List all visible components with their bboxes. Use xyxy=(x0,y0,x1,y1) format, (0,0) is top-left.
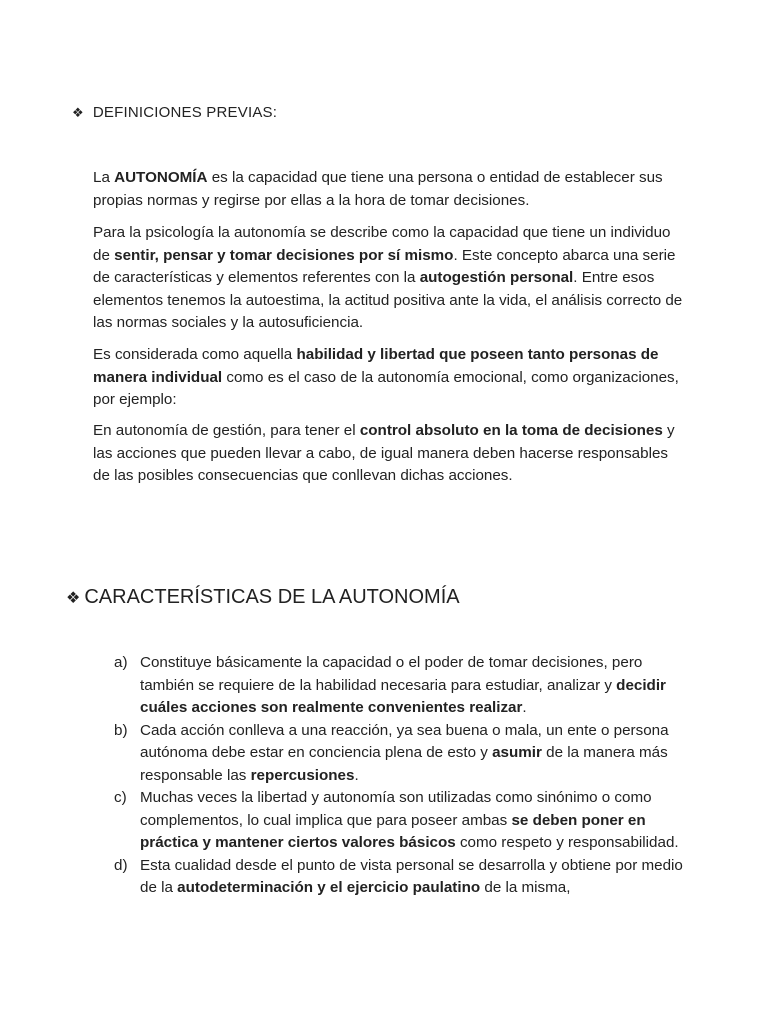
list-marker: a) xyxy=(114,654,128,671)
text-run: La xyxy=(93,169,115,186)
text-run: . xyxy=(522,699,527,716)
list-item-text xyxy=(140,787,684,855)
characteristics-list xyxy=(114,652,684,900)
text-run: Cada acción conlleva a una reacción, ya sea buena o mala, un ente o persona autónoma debe estar en conciencia plena de esto y xyxy=(140,721,669,761)
bold-term: decidir cuáles acciones son realmente convenientes realizar xyxy=(140,676,666,716)
bold-term: repercusiones xyxy=(250,766,355,784)
list-item xyxy=(114,652,684,720)
diamond-bullet-icon: ❖ xyxy=(72,104,84,120)
text-run: . Entre esos elementos tenemos la autoestima, la actitud positiva ante la vida, el análisis correcto de las normas sociales y la autosuficiencia. xyxy=(93,269,683,331)
section-title: DEFINICIONES PREVIAS: xyxy=(92,104,278,121)
text-run: Constituye básicamente la capacidad o el poder de tomar decisiones, pero también se requiere de la habilidad necesaria para estudiar, analizar y xyxy=(140,654,643,694)
list-item xyxy=(114,720,684,788)
paragraph-autonomia-definition xyxy=(93,167,683,212)
text-run: como es el caso de la autonomía emocional, como organizaciones, por ejemplo: xyxy=(93,368,679,408)
list-item xyxy=(114,855,684,900)
bold-term: se deben poner en práctica y mantener ciertos valores básicos xyxy=(140,811,646,851)
text-run: de la manera más responsable las xyxy=(140,744,668,784)
list-marker: d) xyxy=(114,856,128,874)
list-item-text xyxy=(140,652,684,720)
section-heading-caracteristicas xyxy=(66,586,460,609)
list-item-text xyxy=(140,855,684,900)
paragraph-gestion xyxy=(93,420,683,488)
bold-term: control absoluto en la toma de decisiones xyxy=(359,422,663,439)
diamond-bullet-icon: ❖ xyxy=(66,589,81,607)
section-title: CARACTERÍSTICAS DE LA AUTONOMÍA xyxy=(84,586,460,608)
bold-term: habilidad y libertad que poseen tanto personas de manera individual xyxy=(93,346,659,386)
bold-term: autodeterminación y el ejercicio paulatino xyxy=(177,879,481,896)
list-item-text xyxy=(140,720,684,788)
paragraph-habilidad-libertad xyxy=(93,344,683,412)
text-run: . Este concepto abarca una serie de características y elementos referentes con la xyxy=(93,246,676,286)
bold-term: AUTONOMÍA xyxy=(114,169,208,186)
list-marker: c) xyxy=(114,789,127,806)
list-item xyxy=(114,787,684,855)
paragraph-psicologia xyxy=(93,222,683,335)
text-run: Para la psicología la autonomía se describe como la capacidad que tiene un individuo de xyxy=(93,224,671,264)
text-run: de la misma, xyxy=(480,879,571,896)
bold-term: asumir xyxy=(492,744,542,761)
list-marker: b) xyxy=(114,721,128,739)
text-run: . xyxy=(354,766,359,784)
text-run: es la capacidad que tiene una persona o entidad de establecer sus propias normas y regirse por ellas a la hora de tomar decisiones. xyxy=(93,169,663,209)
text-run: Es considerada como aquella xyxy=(93,346,297,363)
text-run: Muchas veces la libertad y autonomía son utilizadas como sinónimo o como complementos, lo cual implica que para poseer ambas xyxy=(140,789,652,829)
text-run: y las acciones que pueden llevar a cabo, de igual manera deben hacerse responsables de las posibles consecuencias que conllevan dichas acciones. xyxy=(93,422,675,484)
text-run: como respeto y responsabilidad. xyxy=(455,834,679,851)
bold-term: autogestión personal xyxy=(419,269,574,286)
text-run: En autonomía de gestión, para tener el xyxy=(93,422,360,439)
text-run: Esta cualidad desde el punto de vista personal se desarrolla y obtiene por medio de la xyxy=(140,856,683,896)
bold-term: sentir, pensar y tomar decisiones por sí mismo xyxy=(114,246,454,264)
section-heading-definiciones xyxy=(72,104,277,121)
